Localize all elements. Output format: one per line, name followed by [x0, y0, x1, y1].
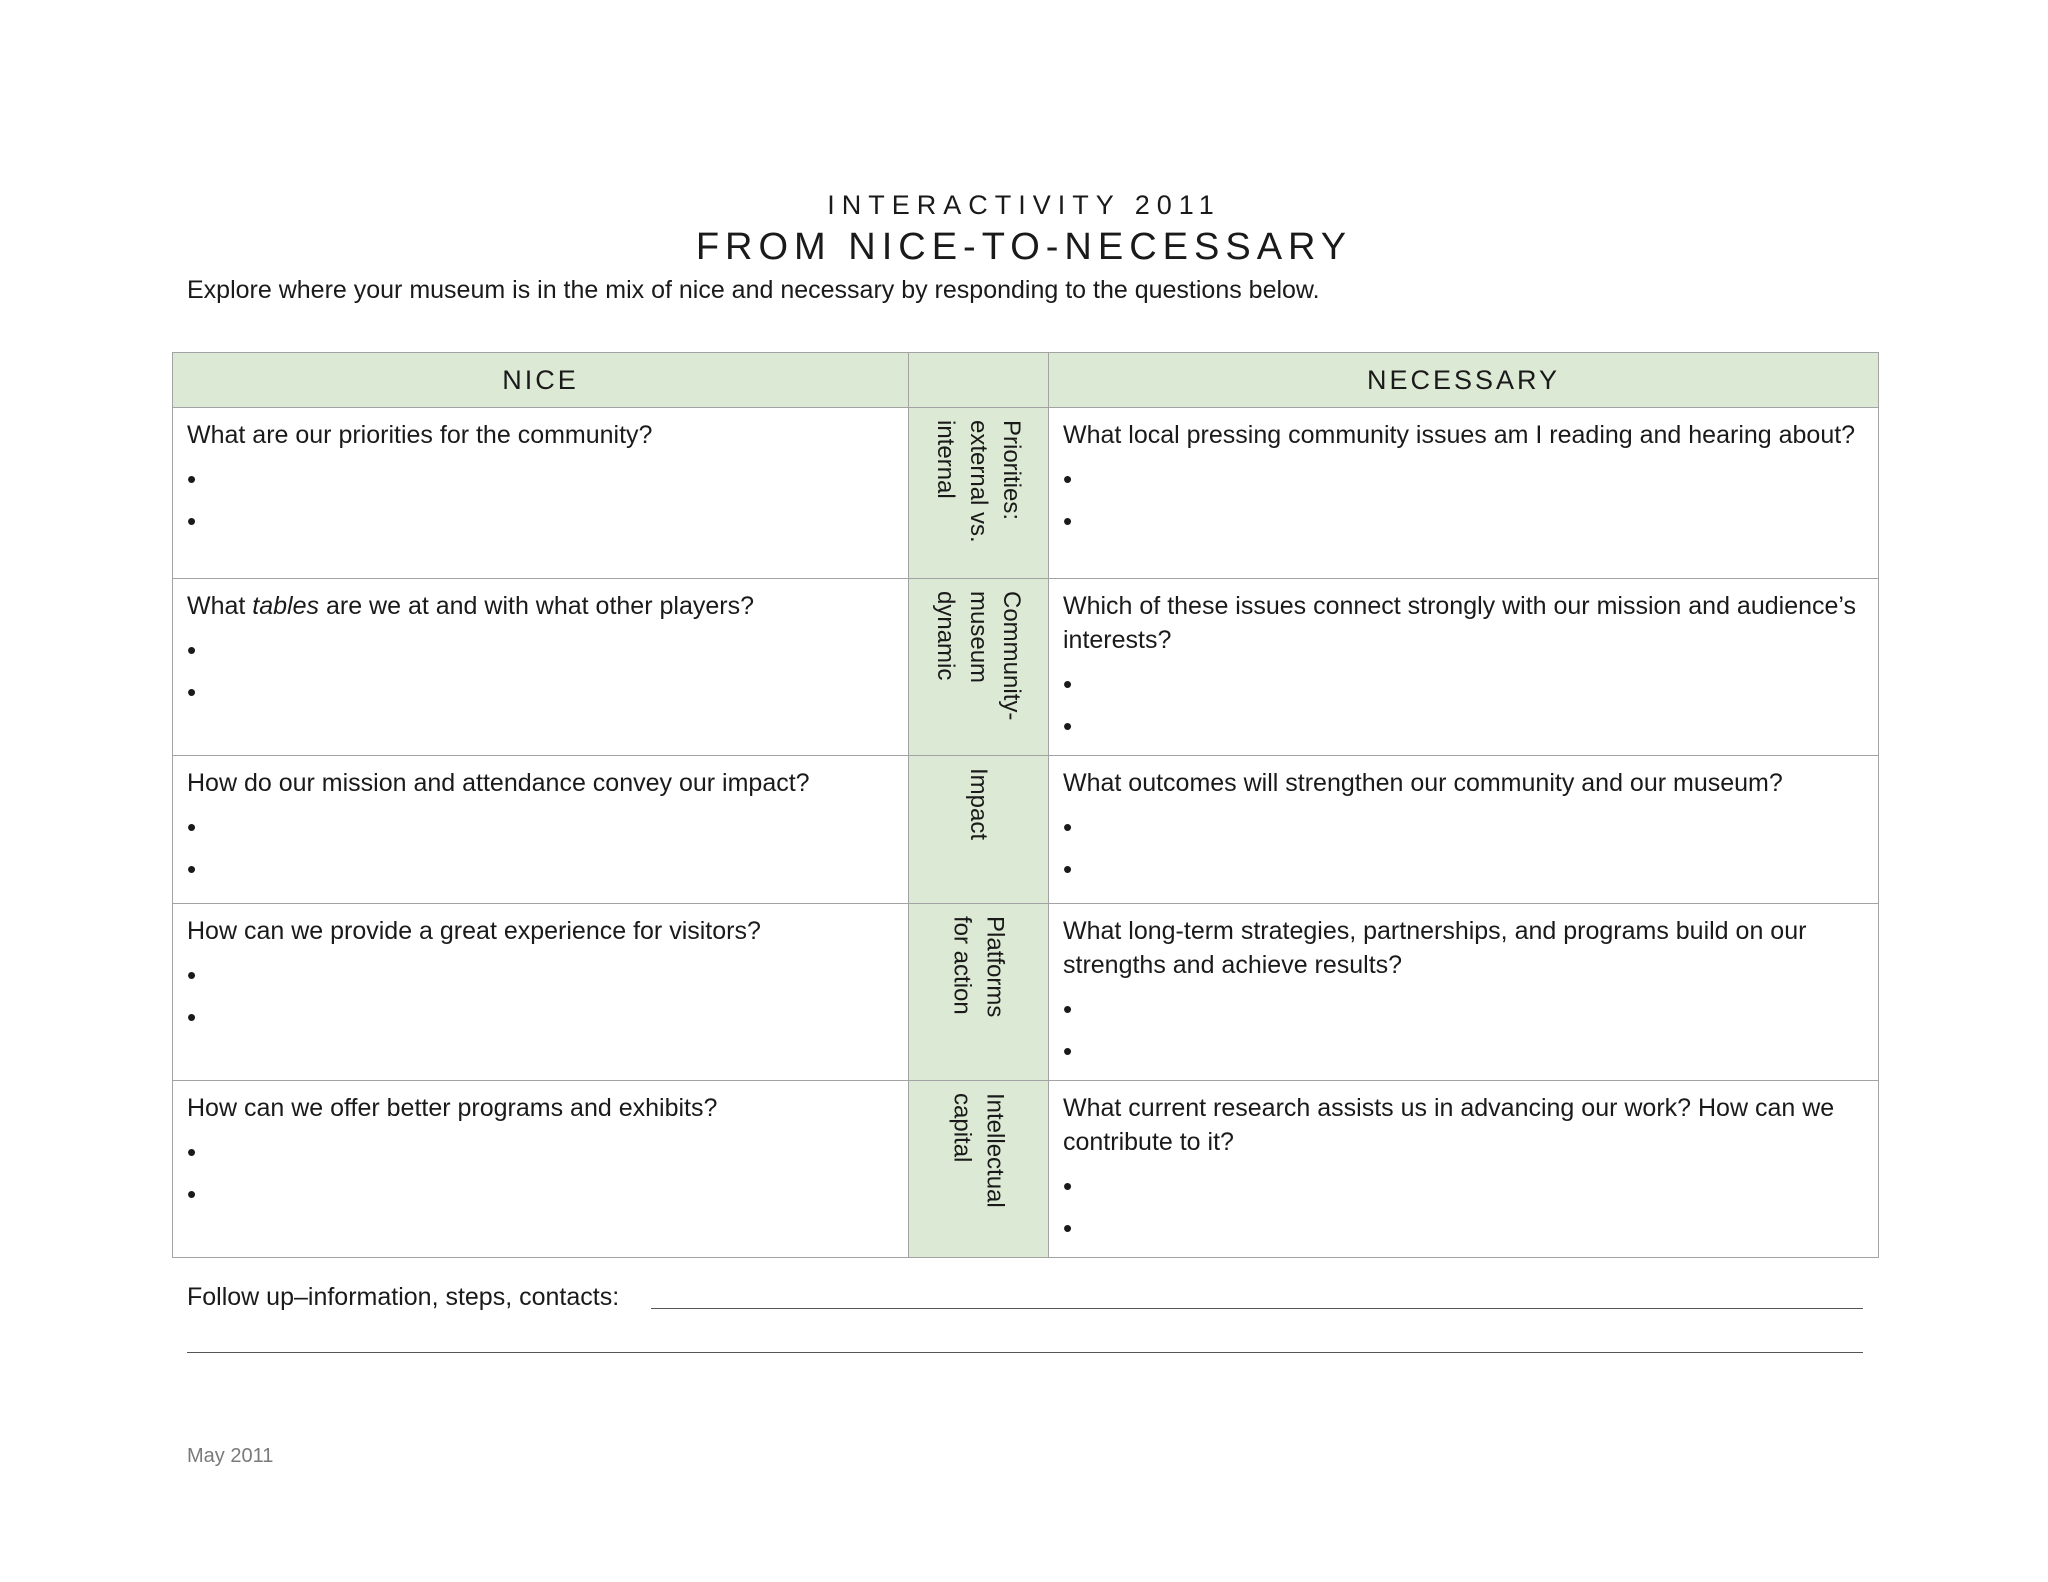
footer-date: May 2011	[187, 1445, 274, 1467]
dimension-label: Priorities: external vs. internal	[932, 420, 1025, 543]
necessary-cell	[1049, 579, 1879, 756]
bullet-field[interactable]: •	[1063, 1036, 1073, 1066]
bullet-field[interactable]: •	[187, 506, 197, 536]
nice-question: How do our mission and attendance convey our impact?	[187, 769, 810, 797]
nice-cell	[173, 904, 909, 1081]
nice-necessary-table	[172, 352, 1879, 1258]
followup-line-2[interactable]	[187, 1352, 1863, 1353]
bullet-field[interactable]: •	[1063, 669, 1073, 699]
followup-label: Follow up–information, steps, contacts:	[187, 1283, 620, 1311]
necessary-column-header: NECESSARY	[1049, 353, 1879, 408]
bullet-field[interactable]: •	[187, 464, 197, 494]
dimension-label: Platforms for action	[948, 916, 1009, 1018]
dimension-label: Intellectual capital	[948, 1093, 1009, 1208]
dimension-cell	[909, 1081, 1049, 1258]
event-kicker: INTERACTIVITY 2011	[827, 190, 1221, 220]
bullet-field[interactable]: •	[1063, 854, 1073, 884]
nice-question: How can we provide a great experience for visitors?	[187, 917, 761, 945]
bullet-field[interactable]: •	[1063, 464, 1073, 494]
dimension-label: Impact	[965, 768, 992, 841]
bullet-field[interactable]: •	[1063, 711, 1073, 741]
dimension-label: Community- museum dynamic	[932, 591, 1025, 721]
nice-column-header: NICE	[173, 353, 909, 408]
bullet-field[interactable]: •	[1063, 812, 1073, 842]
bullet-field[interactable]: •	[1063, 1171, 1073, 1201]
middle-column-header	[909, 353, 1049, 408]
table-row	[173, 579, 1879, 756]
nice-cell	[173, 1081, 909, 1258]
dimension-cell	[909, 579, 1049, 756]
bullet-field[interactable]: •	[187, 1179, 197, 1209]
bullet-field[interactable]: •	[1063, 1213, 1073, 1243]
bullet-field[interactable]: •	[187, 635, 197, 665]
bullet-field[interactable]: •	[1063, 506, 1073, 536]
necessary-cell	[1049, 904, 1879, 1081]
necessary-question: What local pressing community issues am I reading and hearing about?	[1063, 421, 1856, 449]
table-row	[173, 904, 1879, 1081]
bullet-field[interactable]: •	[187, 960, 197, 990]
nice-cell	[173, 756, 909, 904]
bullet-field[interactable]: •	[1063, 994, 1073, 1024]
necessary-question: Which of these issues connect strongly with our mission and audience’s interests?	[1063, 592, 1857, 654]
dimension-cell	[909, 756, 1049, 904]
necessary-cell	[1049, 756, 1879, 904]
bullet-field[interactable]: •	[187, 854, 197, 884]
necessary-cell	[1049, 408, 1879, 579]
followup-line-1[interactable]	[651, 1308, 1863, 1309]
intro-text: Explore where your museum is in the mix of nice and necessary by responding to the questions below.	[187, 276, 1320, 304]
nice-question: What tables are we at and with what other players?	[187, 592, 754, 620]
nice-question: What are our priorities for the community?	[187, 421, 653, 449]
page-title: FROM NICE-TO-NECESSARY	[695, 226, 1353, 268]
necessary-question: What current research assists us in advancing our work? How can we contribute to it?	[1063, 1094, 1835, 1156]
table-header-row	[173, 353, 1879, 408]
nice-cell	[173, 408, 909, 579]
necessary-cell	[1049, 1081, 1879, 1258]
dimension-cell	[909, 408, 1049, 579]
nice-cell	[173, 579, 909, 756]
bullet-field[interactable]: •	[187, 1137, 197, 1167]
bullet-field[interactable]: •	[187, 677, 197, 707]
necessary-question: What outcomes will strengthen our community and our museum?	[1063, 769, 1783, 797]
nice-question: How can we offer better programs and exhibits?	[187, 1094, 718, 1122]
bullet-field[interactable]: •	[187, 1002, 197, 1032]
bullet-field[interactable]: •	[187, 812, 197, 842]
table-row	[173, 1081, 1879, 1258]
table-row	[173, 408, 1879, 579]
table-row	[173, 756, 1879, 904]
necessary-question: What long-term strategies, partnerships, and programs build on our strengths and achieve results?	[1063, 917, 1807, 979]
dimension-cell	[909, 904, 1049, 1081]
